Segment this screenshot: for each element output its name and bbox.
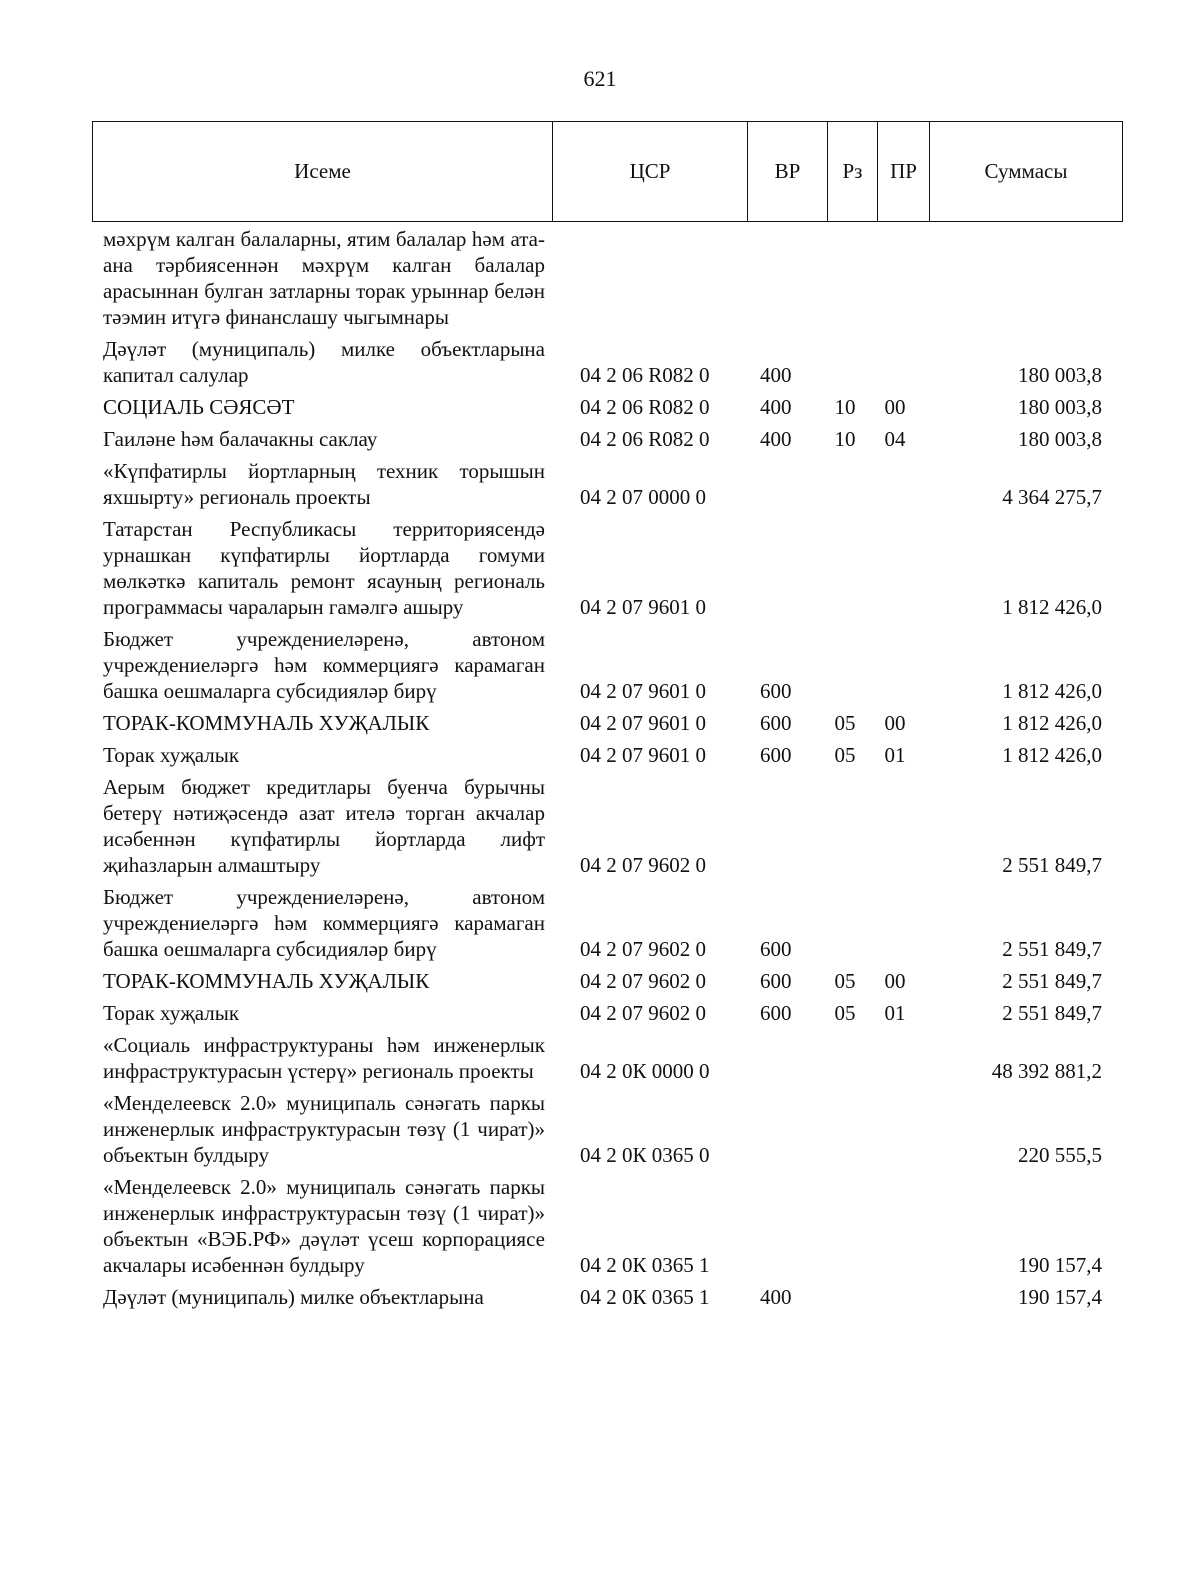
table-row xyxy=(0,1284,1200,1310)
table-row xyxy=(0,1000,1200,1026)
row-csr: 04 2 07 9601 0 xyxy=(580,711,706,735)
row-sum: 1 812 426,0 xyxy=(1002,743,1102,767)
row-csr: 04 2 06 R082 0 xyxy=(580,395,710,419)
row-name: Татарстан Республикасы территориясендә урнашкан күпфатирлы йортларда гомуми мөлкәткә капиталь ремонт ясауның региональ программасы чараларын гамәлгә ашыру xyxy=(103,517,545,619)
row-name: Аерым бюджет кредитлары буенча бурычны бетерү нәтиҗәсендә азат ителә торган акчалар исәбеннән күпфатирлы йортларда лифт җиһазларын алмаштыру xyxy=(103,775,545,877)
row-name: СОЦИАЛЬ СӘЯСӘТ xyxy=(103,395,295,419)
row-name: Торак хуҗалык xyxy=(103,1001,240,1025)
page-number: 621 xyxy=(583,66,617,91)
row-name: «Күпфатирлы йортларның техник торышын яхшырту» региональ проекты xyxy=(103,459,545,509)
table-header xyxy=(92,121,1123,222)
row-pr: 00 xyxy=(884,395,906,419)
row-csr: 04 2 07 9601 0 xyxy=(580,595,706,619)
table-row xyxy=(0,1174,1200,1278)
row-vr: 600 xyxy=(760,679,792,703)
row-vr: 400 xyxy=(760,1285,792,1309)
header-pr: ПР xyxy=(878,122,930,221)
row-vr: 600 xyxy=(760,969,792,993)
row-name: Бюджет учреждениеләренә, автоном учреждениеләргә һәм коммерциягә карамаган башка оешмаларга субсидияләр бирү xyxy=(103,885,545,961)
table-row xyxy=(0,710,1200,736)
row-vr: 600 xyxy=(760,1001,792,1025)
table-row xyxy=(0,516,1200,620)
header-vr: ВР xyxy=(748,122,828,221)
row-csr: 04 2 06 R082 0 xyxy=(580,363,710,387)
row-sum: 48 392 881,2 xyxy=(991,1059,1102,1083)
row-csr: 04 2 0К 0000 0 xyxy=(580,1059,710,1083)
row-vr: 400 xyxy=(760,427,792,451)
row-pr: 01 xyxy=(884,743,906,767)
row-name: ТОРАК-КОММУНАЛЬ ХУҖАЛЫК xyxy=(103,969,430,993)
row-vr: 600 xyxy=(760,711,792,735)
row-sum: 4 364 275,7 xyxy=(1002,485,1102,509)
row-name: ТОРАК-КОММУНАЛЬ ХУҖАЛЫК xyxy=(103,711,430,735)
row-sum: 2 551 849,7 xyxy=(1002,1001,1102,1025)
row-csr: 04 2 07 9602 0 xyxy=(580,1001,706,1025)
table-row xyxy=(0,884,1200,962)
row-pr: 04 xyxy=(884,427,906,451)
header-name: Исеме xyxy=(93,122,553,221)
row-name: «Менделеевск 2.0» муниципаль сәнәгать паркы инженерлык инфраструктурасын төзү (1 чират)» объектын булдыру xyxy=(103,1091,545,1167)
row-sum: 190 157,4 xyxy=(1018,1253,1102,1277)
row-csr: 04 2 0К 0365 1 xyxy=(580,1253,710,1277)
table-row xyxy=(0,1090,1200,1168)
row-name: Бюджет учреждениеләренә, автоном учреждениеләргә һәм коммерциягә карамаган башка оешмаларга субсидияләр бирү xyxy=(103,627,545,703)
table-row xyxy=(0,458,1200,510)
row-name: мәхрүм калган балаларны, ятим балалар һәм ата-ана тәрбиясеннән мәхрүм калган балалар арасыннан булган затларны торак урыннар белән тәэмин итүгә финанслашу чыгымнары xyxy=(103,227,545,329)
row-rz: 10 xyxy=(834,395,856,419)
row-name: «Менделеевск 2.0» муниципаль сәнәгать паркы инженерлык инфраструктурасын төзү (1 чират)» объектын «ВЭБ.РФ» дәүләт үсеш корпорациясе акчалары исәбеннән булдыру xyxy=(103,1175,545,1277)
row-rz: 10 xyxy=(834,427,856,451)
row-rz: 05 xyxy=(834,1001,856,1025)
row-rz: 05 xyxy=(834,711,856,735)
row-rz: 05 xyxy=(834,743,856,767)
table-row xyxy=(0,1032,1200,1084)
row-vr: 600 xyxy=(760,743,792,767)
row-name: Дәүләт (муниципаль) милке объектларына xyxy=(103,1285,484,1309)
row-sum: 180 003,8 xyxy=(1018,427,1102,451)
row-sum: 1 812 426,0 xyxy=(1002,595,1102,619)
table-row xyxy=(0,742,1200,768)
table-row xyxy=(0,226,1200,330)
row-pr: 01 xyxy=(884,1001,906,1025)
row-pr: 00 xyxy=(884,969,906,993)
header-csr: ЦСР xyxy=(553,122,748,221)
table-body xyxy=(0,226,1200,1316)
row-csr: 04 2 06 R082 0 xyxy=(580,427,710,451)
row-vr: 600 xyxy=(760,937,792,961)
row-name: Дәүләт (муниципаль) милке объектларына капитал салулар xyxy=(103,337,545,387)
row-csr: 04 2 07 9601 0 xyxy=(580,743,706,767)
row-rz: 05 xyxy=(834,969,856,993)
table-row xyxy=(0,394,1200,420)
table-row xyxy=(0,626,1200,704)
row-csr: 04 2 07 9602 0 xyxy=(580,853,706,877)
row-vr: 400 xyxy=(760,363,792,387)
row-name: Гаиләне һәм балачакны саклау xyxy=(103,427,378,451)
row-sum: 1 812 426,0 xyxy=(1002,679,1102,703)
table-row xyxy=(0,336,1200,388)
row-csr: 04 2 07 9601 0 xyxy=(580,679,706,703)
row-sum: 2 551 849,7 xyxy=(1002,969,1102,993)
row-sum: 180 003,8 xyxy=(1018,395,1102,419)
table-row xyxy=(0,774,1200,878)
table-row xyxy=(0,968,1200,994)
row-csr: 04 2 07 9602 0 xyxy=(580,937,706,961)
row-csr: 04 2 0К 0365 1 xyxy=(580,1285,710,1309)
row-sum: 2 551 849,7 xyxy=(1002,853,1102,877)
header-rz: Рз xyxy=(828,122,878,221)
row-name: «Социаль инфраструктураны һәм инженерлык инфраструктурасын үстерү» региональ проекты xyxy=(103,1033,545,1083)
row-sum: 190 157,4 xyxy=(1018,1285,1102,1309)
row-csr: 04 2 0К 0365 0 xyxy=(580,1143,710,1167)
row-sum: 180 003,8 xyxy=(1018,363,1102,387)
row-sum: 1 812 426,0 xyxy=(1002,711,1102,735)
header-sum: Суммасы xyxy=(984,159,1068,183)
row-pr: 00 xyxy=(884,711,906,735)
row-name: Торак хуҗалык xyxy=(103,743,240,767)
row-csr: 04 2 07 9602 0 xyxy=(580,969,706,993)
table-row xyxy=(0,426,1200,452)
row-sum: 2 551 849,7 xyxy=(1002,937,1102,961)
row-vr: 400 xyxy=(760,395,792,419)
row-sum: 220 555,5 xyxy=(1018,1143,1102,1167)
row-csr: 04 2 07 0000 0 xyxy=(580,485,706,509)
